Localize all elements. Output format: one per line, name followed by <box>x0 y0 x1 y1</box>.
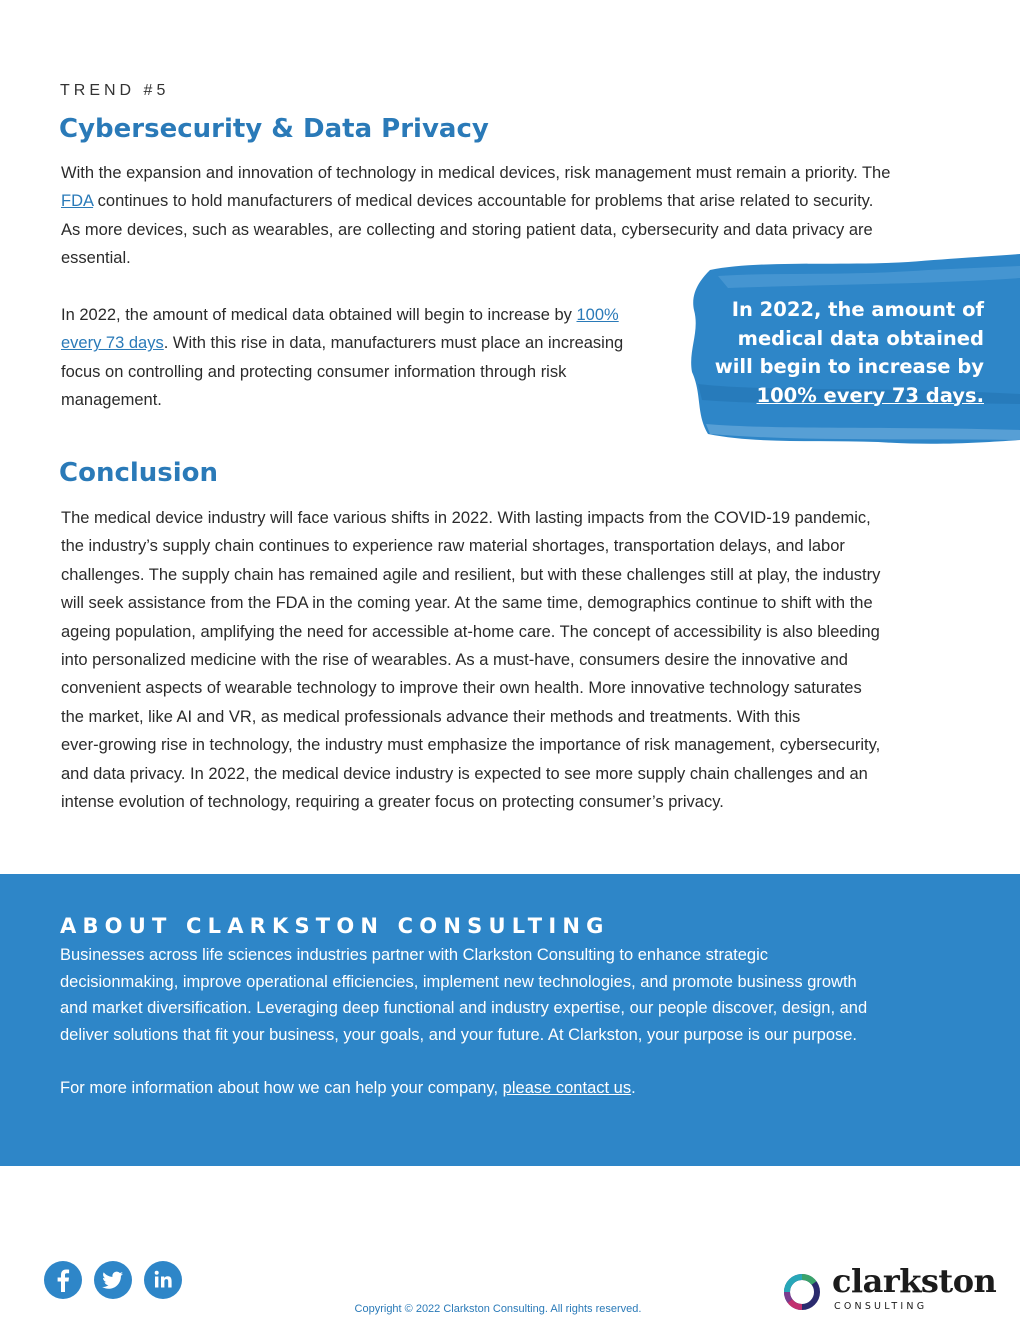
text-line: Businesses across life sciences industries partner with Clarkston Consulting to enhance strategic <box>60 946 769 964</box>
text-fragment: For more information about how we can help your company, <box>60 1079 503 1097</box>
section-title-cybersecurity: Cybersecurity & Data Privacy <box>59 114 489 144</box>
logo-wordmark: clarkston <box>832 1262 997 1300</box>
conclusion-paragraph <box>61 504 971 816</box>
contact-paragraph <box>60 1075 980 1102</box>
fda-link[interactable]: FDA <box>61 192 94 211</box>
linkedin-icon[interactable] <box>144 1261 182 1299</box>
logo-ring-icon <box>780 1270 824 1314</box>
stat-link-part-1[interactable]: 100% <box>576 306 619 324</box>
about-banner <box>0 874 1020 1166</box>
text-line: management. <box>61 391 162 410</box>
text-fragment: . With this rise in data, manufacturers must place an increasing <box>163 334 624 353</box>
trend-eyebrow: TREND #5 <box>60 82 170 99</box>
text-fragment: continues to hold manufacturers of medical devices accountable for problems that arise related to security. <box>93 192 874 211</box>
callout-line: In 2022, the amount of <box>731 298 984 321</box>
text-line: intense evolution of technology, requiring a greater focus on protecting consumer’s privacy. <box>61 793 724 812</box>
text-line <box>61 301 681 329</box>
contact-us-link[interactable]: please contact us <box>502 1079 632 1097</box>
text-line: convenient aspects of wearable technology to improve their own health. More innovative technology saturates <box>61 679 862 698</box>
section-title-conclusion: Conclusion <box>59 458 219 488</box>
trend-paragraph-2 <box>61 301 681 415</box>
about-paragraph <box>60 942 980 1048</box>
text-line: The medical device industry will face various shifts in 2022. With lasting impacts from the COVID-19 pandemic, <box>61 509 871 527</box>
text-line: the market, like AI and VR, as medical professionals advance their methods and treatments. With this <box>61 707 801 726</box>
text-line: into personalized medicine with the rise of wearables. As a must-have, consumers desire the innovative and <box>61 651 848 670</box>
text-line: focus on controlling and protecting consumer information through risk <box>61 362 567 381</box>
text-fragment: In 2022, the amount of medical data obtained will begin to increase by <box>61 306 577 324</box>
text-line: challenges. The supply chain has remained agile and resilient, but with these challenges still at play, the industry <box>61 565 881 584</box>
text-line: and market diversification. Leveraging deep functional and industry expertise, our people discover, design, and <box>60 999 868 1017</box>
twitter-icon[interactable] <box>94 1261 132 1299</box>
callout-line: will begin to increase by <box>714 355 984 378</box>
text-line <box>61 187 971 215</box>
stat-callout <box>688 254 1020 446</box>
text-line: will seek assistance from the FDA in the coming year. At the same time, demographics continue to shift with the <box>61 594 873 613</box>
callout-text <box>704 296 984 410</box>
clarkston-logo <box>780 1262 1000 1314</box>
logo-subtitle: CONSULTING <box>834 1301 928 1312</box>
about-title: ABOUT CLARKSTON CONSULTING <box>60 914 610 938</box>
text-line: deliver solutions that fit your business, your goals, and your future. At Clarkston, your purpose is our purpose. <box>60 1025 858 1044</box>
text-fragment: . <box>631 1079 636 1097</box>
copyright-text: Copyright © 2022 Clarkston Consulting. All rights reserved. <box>354 1303 642 1315</box>
text-line: ageing population, amplifying the need for accessible at-home care. The concept of accessibility is also bleeding <box>61 622 880 641</box>
stat-link-part-2[interactable]: every 73 days <box>61 334 164 353</box>
text-line: decisionmaking, improve operational efficiencies, implement new technologies, and promote business growth <box>60 972 857 991</box>
text-line <box>61 329 681 357</box>
text-line: ever-growing rise in technology, the industry must emphasize the importance of risk management, cybersecurity, <box>61 736 881 755</box>
callout-line: medical data obtained <box>737 326 984 350</box>
text-line: and data privacy. In 2022, the medical device industry is expected to see more supply chain challenges and an <box>61 764 868 783</box>
text-line: With the expansion and innovation of technology in medical devices, risk management must remain a priority. The <box>61 164 891 182</box>
text-line: essential. <box>61 249 131 268</box>
text-line: As more devices, such as wearables, are collecting and storing patient data, cybersecurity and data privacy are <box>61 220 873 239</box>
text-line: the industry’s supply chain continues to experience raw material shortages, transportation delays, and labor <box>61 537 845 556</box>
facebook-icon[interactable] <box>44 1261 82 1299</box>
callout-line: 100% every 73 days. <box>756 383 984 407</box>
